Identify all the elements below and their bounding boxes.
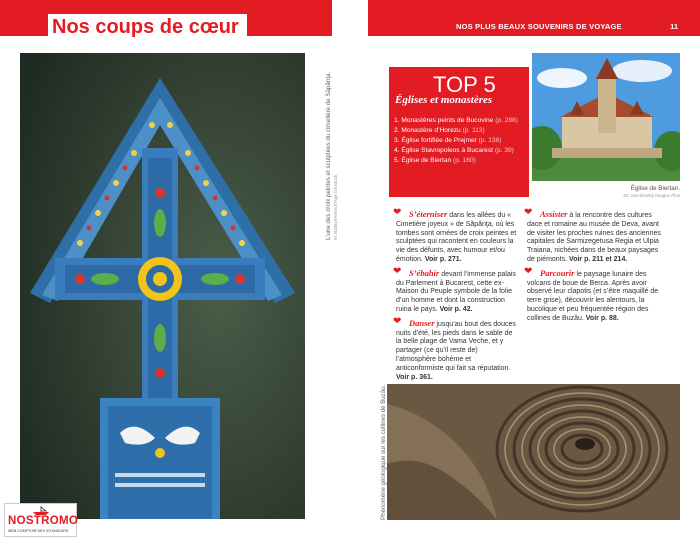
list-item: 5. Église de Biertan (p. 160) [394,157,476,164]
heart-icon: ❤ [393,315,402,327]
running-header: NOS PLUS BEAUX SOUVENIRS DE VOYAGE [456,22,622,31]
church-caption [600,185,680,199]
heart-icon: ❤ [524,207,533,218]
painted-cross-illustration [20,53,305,519]
top5-label: TOP 5 [433,72,496,97]
painted-cross-photo [20,53,305,519]
ship-icon [31,506,51,515]
top5-list [394,116,526,166]
list-item: 4. Église Stavropoleos à Bucarest (p. 39) [394,147,514,154]
entry-verb: Danser [409,317,435,328]
mud-volcano-photo [387,384,680,520]
logo-tagline: WEB COMPTOIR DES VOYAGEURS [8,529,69,533]
right-header-banner [368,0,700,36]
page-number: 11 [670,22,678,31]
entry-text: devant l’immense palais du Parlement à Bucarest, cette ex-Maison du Peuple symbole de la folie d’un homme et dont la construction ruina le pays. [396,270,516,313]
entry-parcourir [524,265,667,324]
entry-verb: S’ébahir [409,267,440,278]
entry-eterniser [393,207,518,265]
heart-icon: ❤ [524,265,533,277]
entry-text: le paysage lunaire des volcans de boue de Berca. Après avoir observé leur clapotis (et s’être maquillé de terre grise), découvrir les alentours, la bucolique et peu fréquentée région des collines de Buzău. [527,270,659,322]
nostromo-logo[interactable] [4,503,77,537]
biertan-church-photo [532,53,680,181]
entry-ref: Voir p. 88. [585,314,619,322]
left-title-banner [0,0,332,36]
mud-volcano-illustration [387,384,680,520]
logo-name: NOSTROMO [8,515,79,527]
list-item: 1. Monastères peints de Bucovine (p. 288) [394,117,518,124]
list-item: 3. Église fortifiée de Prejmer (p. 138) [394,137,502,144]
text-column-right [524,207,667,328]
heart-icon: ❤ [393,265,402,277]
entry-assister [524,207,667,265]
entry-ref: Voir p. 42. [439,305,473,313]
entry-ref: Voir p. 211 et 214. [569,255,628,263]
list-item: 2. Monastère d’Horezu (p. 113) [394,127,485,134]
entry-danser [393,315,518,383]
church-credit: SC Stock/Getty Images Plus [623,193,680,198]
entry-verb: S’éterniser [409,209,448,219]
entry-text: jusqu’au bout des douces nuits d’été, les pieds dans le sable de la belle plage de Vama Veche, et y partager (ce qu’il reste de) l’atmosphère bohème et anticonformiste qui fait sa réputation. [396,320,516,372]
entry-verb: Parcourir [540,267,575,278]
photo-caption-text: L’une des croix peintes et sculptées du cimetière de Săpânţa. [325,71,332,240]
photo-credit: M. Batley/Hemis.fr/Age fotostock [333,174,338,240]
entry-verb: Assister [540,209,568,219]
heart-icon: ❤ [393,207,402,218]
church-caption-text: Église de Biertan. [630,185,680,192]
photo-caption-vertical [311,40,338,240]
entry-ref: Voir p. 271. [424,255,462,263]
text-column-left [393,207,518,386]
mud-caption-text: Phénomène géologique sur les collines de Buzău. [380,384,387,520]
entry-ebahir [393,265,518,315]
entry-ref: Voir p. 361. [396,373,433,381]
top5-subtitle: Églises et monastères [395,94,493,106]
mud-caption-vertical [368,384,386,520]
church-illustration [532,53,680,181]
entry-text: dans les allées du « Cimetière joyeux » de Săpânţa, où les tombes sont ornées de croix peintes et sculptées qui racontent en couleurs la vie des défunts, avec humour et/ou émotion. [396,212,517,263]
entry-text: à la rencontre des cultures dace et romaine au musée de Deva, avant de visiter les proches ruines des anciennes capitales de Sarmizegetusa Regia et Ulpia Traiana, nichées dans de beaux paysages de piémonts. [527,212,661,263]
section-title: Nos coups de cœur [48,14,247,40]
